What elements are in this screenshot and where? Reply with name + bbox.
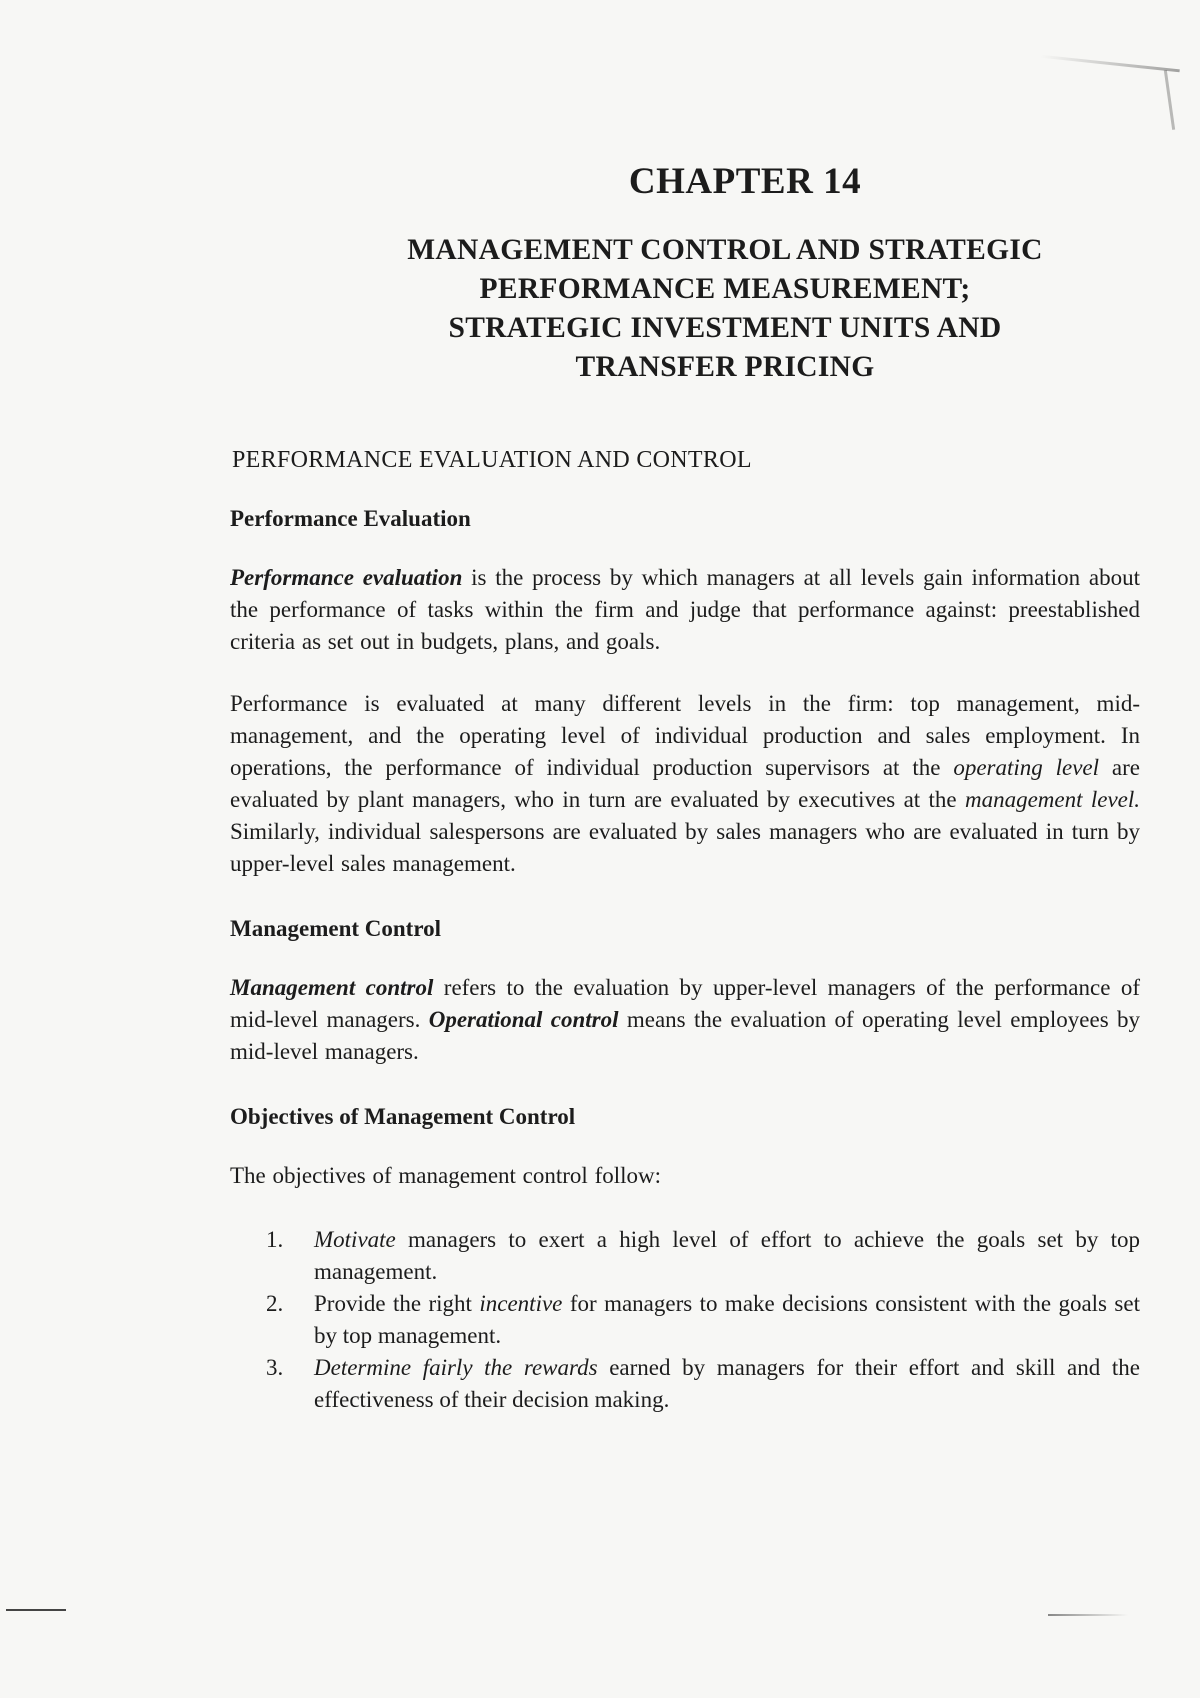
paragraph-text: means the evaluation of operating level employees by mid-level managers.	[230, 1007, 1140, 1064]
subsection-heading-management-control: Management Control	[230, 916, 442, 941]
emphasized-term: Determine fairly the rewards	[314, 1355, 598, 1380]
chapter-number: CHAPTER 14	[628, 161, 862, 202]
list-item-number: 2.	[266, 1291, 284, 1316]
subsection-heading-performance-evaluation: Performance Evaluation	[230, 506, 471, 531]
defined-term: Operational control	[428, 1007, 619, 1032]
list-item-text: Provide the right	[314, 1291, 480, 1316]
defined-term: Performance evaluation	[230, 565, 463, 590]
paragraph-objectives-intro: The objectives of management control follow:	[230, 1163, 662, 1188]
objectives-list	[230, 1224, 1140, 1416]
scan-edge-mark	[1164, 70, 1175, 130]
chapter-title-line: TRANSFER PRICING	[575, 351, 875, 383]
page-content	[230, 160, 1140, 1416]
paragraph-text: Similarly, individual salespersons are evaluated by sales managers who are evaluated in turn by upper-level sales management.	[230, 819, 1140, 876]
list-item-text: managers to exert a high level of effort to achieve the goals set by top management.	[314, 1227, 1140, 1284]
chapter-title-line: PERFORMANCE MEASUREMENT;	[479, 273, 971, 305]
paragraph-performance-evaluation-definition	[230, 562, 1140, 658]
chapter-title-line: STRATEGIC INVESTMENT UNITS AND	[448, 312, 1002, 344]
paragraph-text: is the process by which managers at all levels gain information about the performance of tasks within the firm and judge that performance against: preestablished criteria as set out in budgets, plans, and goals.	[230, 565, 1140, 654]
list-item-number: 3.	[266, 1355, 284, 1380]
list-item-text: for managers to make decisions consistent with the goals set by top management.	[314, 1291, 1140, 1348]
defined-term: Management control	[230, 975, 434, 1000]
paragraph-text: are evaluated by plant managers, who in turn are evaluated by executives at the	[230, 755, 1141, 812]
scan-edge-mark	[1048, 1614, 1128, 1616]
paragraph-text: Performance is evaluated at many different levels in the firm: top management, mid-management, and the operating level of individual production and sales employment. In operations, the performance of individual production supervisors at the	[230, 691, 1140, 780]
emphasized-term: operating level	[953, 755, 1100, 780]
paragraph-management-control-definition	[230, 972, 1140, 1068]
list-item-text: earned by managers for their effort and skill and the effectiveness of their decision making.	[314, 1355, 1140, 1412]
emphasized-term: incentive	[479, 1291, 563, 1316]
list-item	[266, 1224, 1140, 1288]
section-heading: PERFORMANCE EVALUATION AND CONTROL	[232, 447, 752, 473]
paragraph-text: refers to the evaluation by upper-level managers of the performance of mid-level managers.	[230, 975, 1140, 1032]
emphasized-term: Motivate	[314, 1227, 396, 1252]
paragraph-performance-levels	[230, 688, 1140, 880]
subsection-heading-objectives: Objectives of Management Control	[230, 1104, 576, 1129]
chapter-title-line: MANAGEMENT CONTROL AND STRATEGIC	[407, 234, 1043, 266]
emphasized-term: management level.	[964, 787, 1140, 812]
list-item	[266, 1288, 1140, 1352]
list-item-number: 1.	[266, 1227, 284, 1252]
list-item	[266, 1352, 1140, 1416]
scan-edge-mark	[6, 1609, 66, 1611]
scan-edge-mark	[1040, 55, 1180, 73]
chapter-title	[230, 231, 1140, 387]
